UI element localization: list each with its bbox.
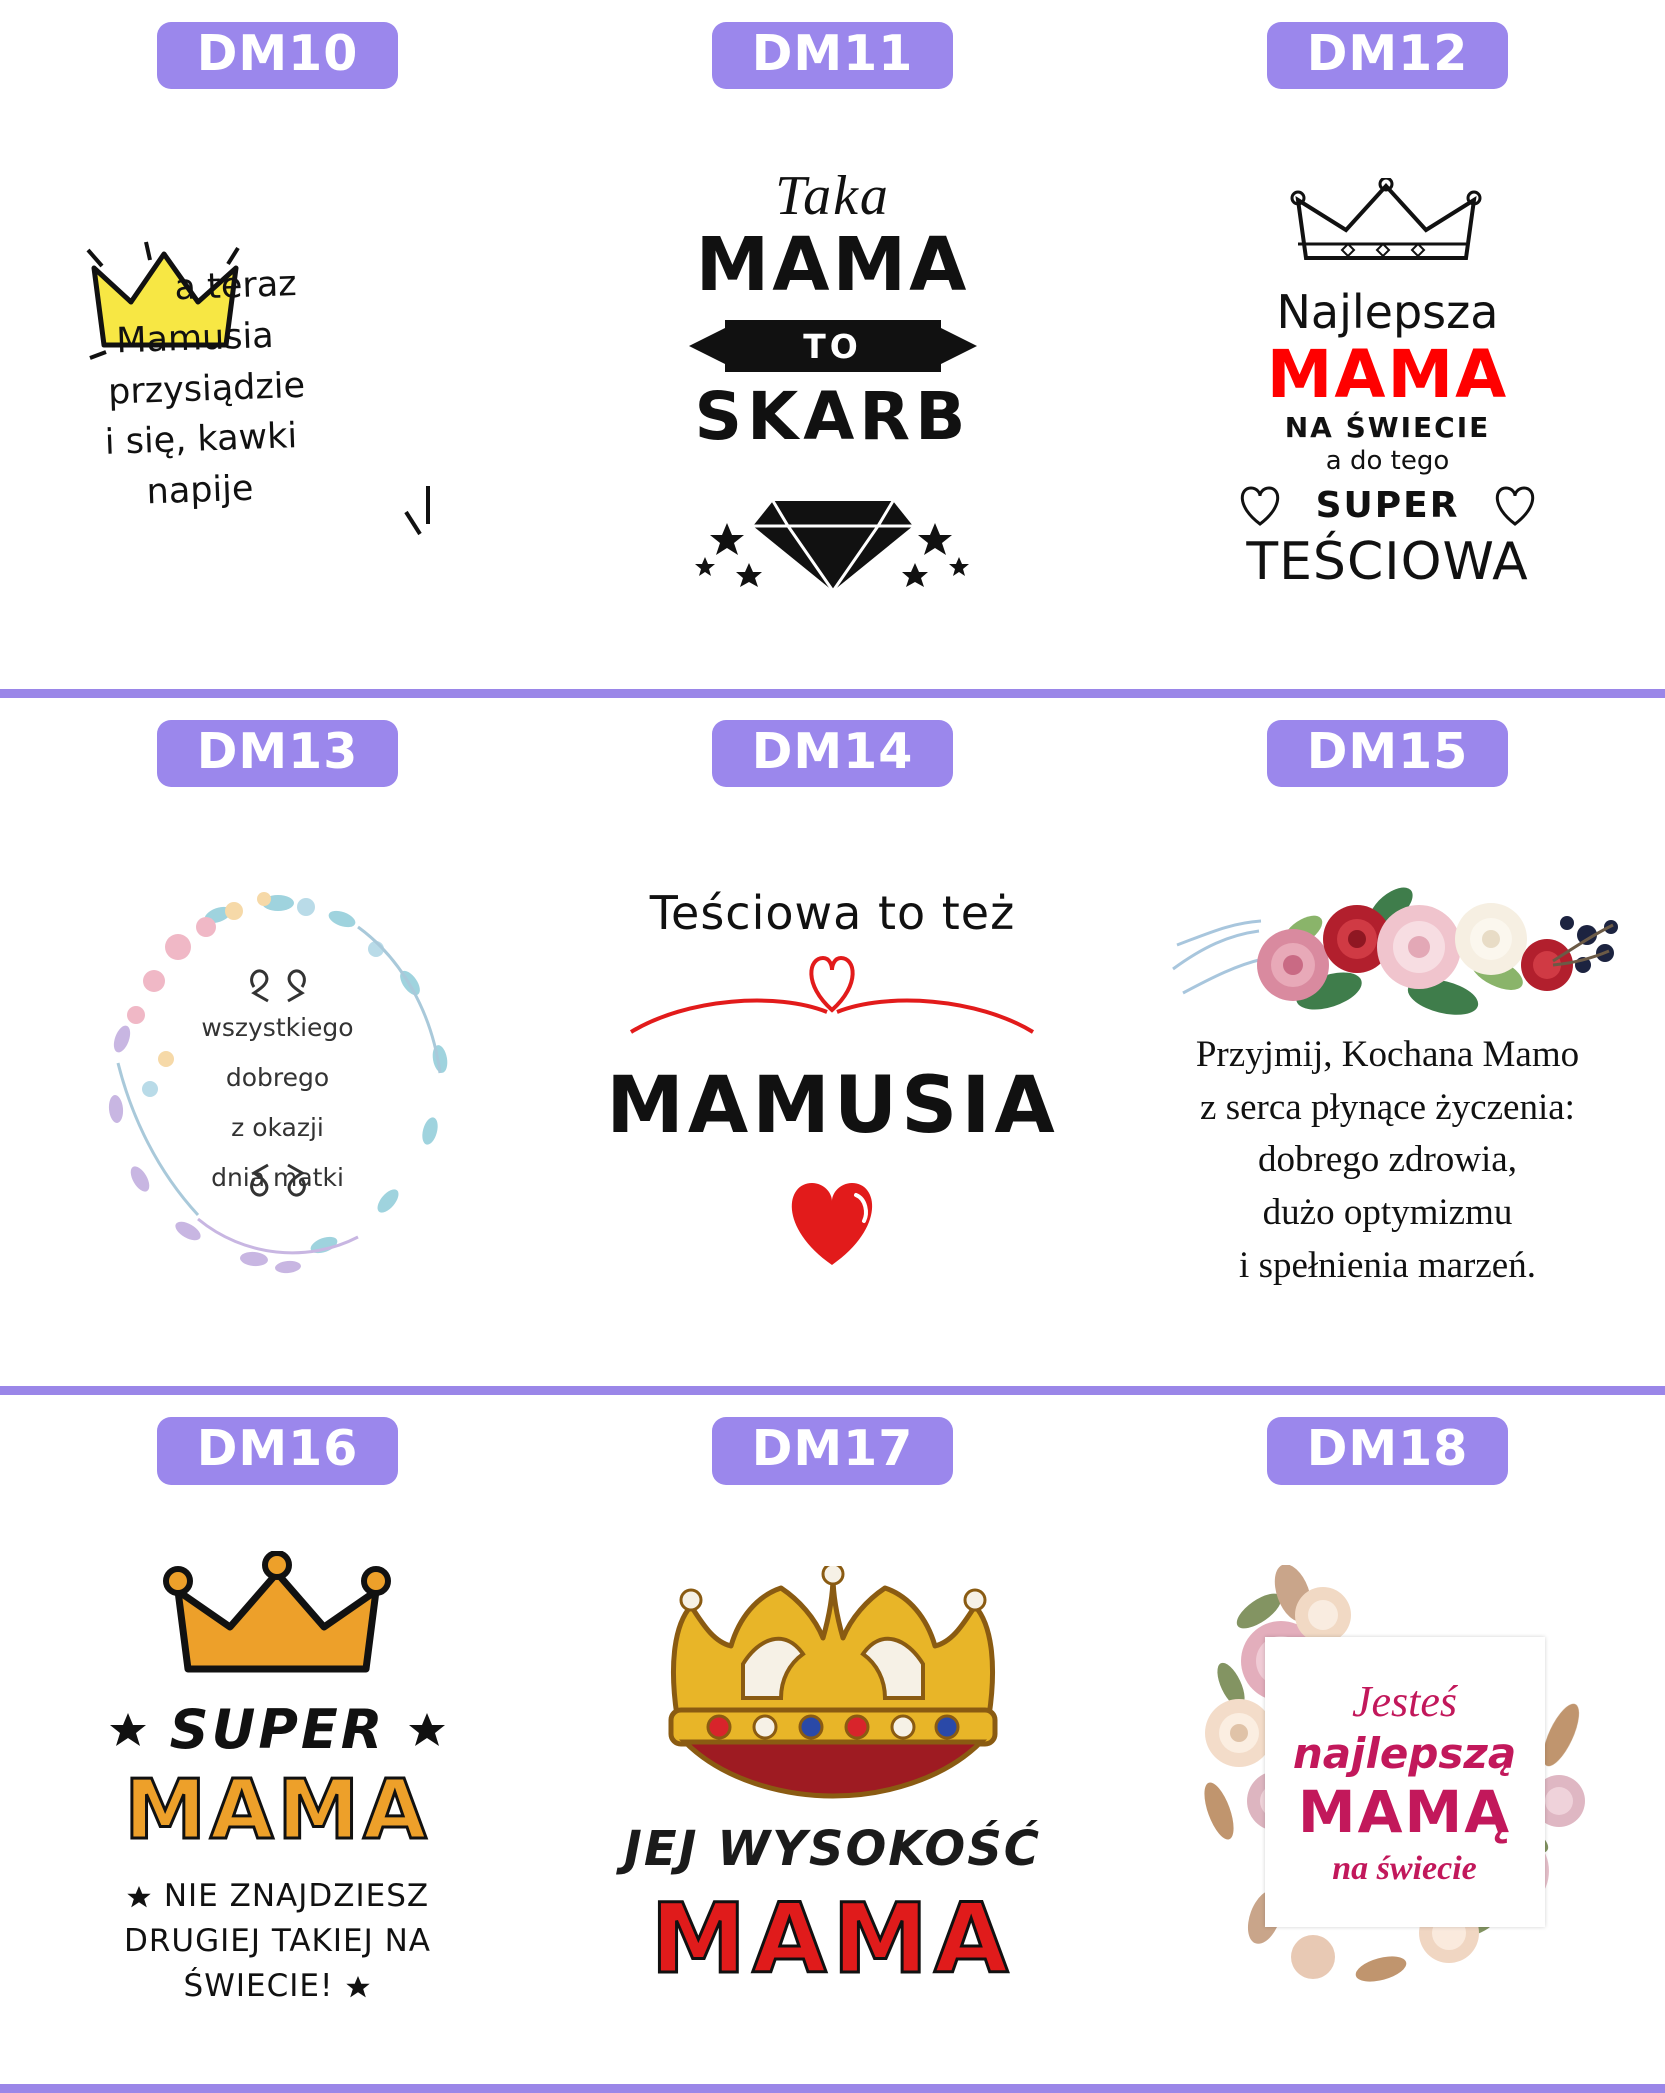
dm16-subtitle (108, 1874, 448, 2009)
dm14-mamusia-text: MAMUSIA (606, 1060, 1059, 1151)
dm16-super-text: SUPER (169, 1698, 386, 1762)
dm15-line-4: dużo optymizmu (1262, 1191, 1513, 1233)
star-icon (918, 523, 952, 555)
sparkle-icon (398, 478, 458, 548)
dm12-a-do-tego-text-2: a do tego (1325, 446, 1450, 477)
design-artwork-dm16 (0, 1485, 555, 2084)
dm16-sub-line-3: ŚWIECIE! (183, 1968, 334, 2005)
design-code-badge: DM12 (1267, 22, 1509, 89)
design-code-badge: DM11 (712, 22, 954, 89)
dm16-mama-text: MAMA (124, 1763, 431, 1859)
dm12-na-swiecie-text: NA ŚWIECIE (1284, 411, 1491, 445)
design-artwork-dm12 (1110, 89, 1665, 688)
star-icon (902, 563, 928, 587)
design-artwork-dm18 (1110, 1485, 1665, 2084)
design-artwork-dm13 (0, 787, 555, 1386)
dm13-line-3: z okazji (231, 1112, 324, 1142)
dm13-line-2: dobrego (225, 1062, 330, 1092)
dm15-line-3: dobrego zdrowia, (1258, 1139, 1517, 1181)
dm18-na-swiecie-text: na świecie (1332, 1850, 1477, 1888)
dm18-mama-text: MAMĄ (1297, 1778, 1512, 1847)
dm11-mama-text: MAMA (695, 222, 970, 309)
star-icon (949, 557, 969, 576)
dm15-line-2: z serca płynące życzenia: (1200, 1086, 1575, 1128)
design-cell-dm12[interactable] (1110, 0, 1665, 689)
design-row (0, 698, 1665, 1387)
dm11-to-text: TO (725, 320, 941, 372)
dm16-sub-line-1: NIE ZNAJDZIESZ (163, 1878, 430, 1915)
dm13-line-4: dnia matki (211, 1162, 344, 1192)
dm12-tesciowa-text: TEŚCIOWA (1246, 532, 1529, 593)
dm10-line-2: Mamusia (115, 315, 274, 362)
star-icon (407, 1710, 447, 1750)
design-cell-dm16[interactable] (0, 1395, 555, 2084)
rose-bouquet-icon (1143, 873, 1633, 1023)
dm18-card (1265, 1637, 1545, 1927)
dm18-jestes-text: Jesteś (1351, 1677, 1458, 1727)
design-code-badge: DM17 (712, 1417, 954, 1484)
dm10-line-3: przysiądzie (106, 365, 306, 413)
ribbon-icon (683, 320, 983, 372)
design-cell-dm10[interactable] (0, 0, 555, 689)
dm14-top-text: Teściowa to też (649, 885, 1016, 940)
design-code-badge: DM15 (1267, 720, 1509, 787)
dm13-wishes (58, 1003, 498, 1203)
design-row (0, 0, 1665, 689)
design-artwork-dm15 (1110, 787, 1665, 1386)
design-cell-dm13[interactable] (0, 698, 555, 1387)
dm15-line-1: Przyjmij, Kochana Mamo (1195, 1034, 1580, 1076)
dm15-line-5: i spełnienia marzeń. (1239, 1244, 1536, 1286)
row-divider (0, 2084, 1665, 2093)
design-artwork-dm10 (0, 89, 555, 688)
star-icon (695, 557, 715, 576)
row-divider (0, 689, 1665, 698)
row-divider (0, 1386, 1665, 1395)
dm13-line-1: wszystkiego (201, 1012, 354, 1042)
heart-outline-red-icon (617, 940, 1047, 1050)
dm10-line-5: napije (145, 468, 254, 513)
design-row (0, 1395, 1665, 2084)
star-icon (710, 523, 744, 555)
design-cell-dm15[interactable] (1110, 698, 1665, 1387)
design-cell-dm14[interactable] (555, 698, 1110, 1387)
diamond-icon (683, 471, 983, 601)
dm12-mama-text: MAMA (1266, 335, 1509, 413)
design-cell-dm18[interactable] (1110, 1395, 1665, 2084)
star-icon (108, 1710, 148, 1750)
dm11-taka-text: Taka (775, 165, 890, 228)
design-code-badge: DM16 (157, 1417, 399, 1484)
crown-orange-icon (152, 1551, 402, 1691)
design-code-badge: DM10 (157, 22, 399, 89)
heart-outline-icon (1489, 482, 1541, 528)
design-artwork-dm14 (555, 787, 1110, 1386)
design-code-badge: DM18 (1267, 1417, 1509, 1484)
dm10-line-1: a teraz (173, 264, 297, 309)
star-icon (126, 1884, 152, 1910)
star-icon (345, 1974, 371, 2000)
dm11-skarb-text: SKARB (694, 378, 971, 456)
royal-crown-icon (623, 1566, 1043, 1806)
dm12-super-text: SUPER (1315, 484, 1460, 526)
dm17-mama-text: MAMA (650, 1882, 1015, 1995)
star-icon (736, 563, 762, 587)
dm15-wishes (1196, 1029, 1579, 1292)
dm17-jej-wysokosc-text: JEJ WYSOKOŚĆ (623, 1820, 1042, 1877)
design-cell-dm17[interactable] (555, 1395, 1110, 2084)
heart-outline-icon (1234, 482, 1286, 528)
design-code-badge: DM14 (712, 720, 954, 787)
dm10-line-4: i się, kawki (103, 416, 298, 464)
dm16-sub-line-2: DRUGIEJ TAKIEJ NA (123, 1923, 432, 1960)
dm12-najlepsza-text: Najlepsza (1276, 284, 1499, 339)
design-cell-dm11[interactable] (555, 0, 1110, 689)
crown-outline-icon (1252, 178, 1522, 278)
design-code-badge: DM13 (157, 720, 399, 787)
heart-filled-red-icon (772, 1165, 892, 1275)
dm18-najlepsza-text: najlepszą (1292, 1729, 1517, 1779)
design-artwork-dm17 (555, 1485, 1110, 2084)
design-artwork-dm11 (555, 89, 1110, 688)
